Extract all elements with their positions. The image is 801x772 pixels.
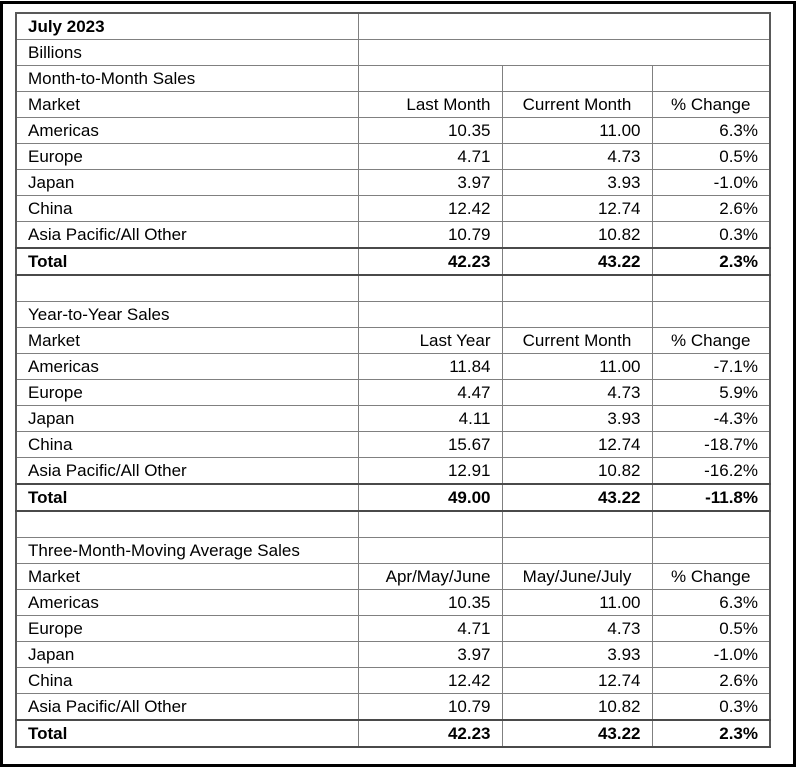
data-row [16, 380, 770, 406]
value-cell: 10.35 [358, 590, 502, 616]
column-header-row [16, 92, 770, 118]
market-cell: China [16, 196, 358, 222]
section-title: Three-Month-Moving Average Sales [16, 538, 358, 564]
data-row [16, 144, 770, 170]
total-value-cell: 42.23 [358, 248, 502, 275]
empty-cell [16, 275, 358, 302]
data-row [16, 590, 770, 616]
market-cell: Japan [16, 170, 358, 196]
section-title-row [16, 302, 770, 328]
value-cell: 3.97 [358, 170, 502, 196]
total-label: Total [16, 248, 358, 275]
value-cell: 4.73 [502, 616, 652, 642]
market-cell: Americas [16, 590, 358, 616]
column-header-period2: Current Month [502, 92, 652, 118]
section-title: Year-to-Year Sales [16, 302, 358, 328]
pct-cell: -4.3% [652, 406, 770, 432]
empty-cell [358, 511, 502, 538]
empty-cell [652, 66, 770, 92]
column-header-pct-change: % Change [652, 328, 770, 354]
total-pct-cell: 2.3% [652, 720, 770, 747]
value-cell: 10.82 [502, 222, 652, 249]
empty-cell [502, 302, 652, 328]
column-header-market: Market [16, 564, 358, 590]
total-label: Total [16, 720, 358, 747]
pct-cell: 6.3% [652, 590, 770, 616]
report-title-row [16, 13, 770, 40]
value-cell: 15.67 [358, 432, 502, 458]
data-row [16, 406, 770, 432]
total-pct-cell: -11.8% [652, 484, 770, 511]
market-cell: Americas [16, 118, 358, 144]
market-cell: Asia Pacific/All Other [16, 222, 358, 249]
data-row [16, 354, 770, 380]
section-title: Month-to-Month Sales [16, 66, 358, 92]
market-cell: Europe [16, 380, 358, 406]
section-title-row [16, 538, 770, 564]
empty-cell [652, 538, 770, 564]
report-title: July 2023 [16, 13, 358, 40]
pct-cell: 5.9% [652, 380, 770, 406]
column-header-market: Market [16, 328, 358, 354]
market-cell: Europe [16, 616, 358, 642]
pct-cell: -16.2% [652, 458, 770, 485]
empty-cell [16, 511, 358, 538]
column-header-period1: Last Year [358, 328, 502, 354]
pct-cell: 6.3% [652, 118, 770, 144]
empty-cell [358, 13, 770, 40]
value-cell: 4.73 [502, 144, 652, 170]
pct-cell: 0.5% [652, 616, 770, 642]
empty-cell [358, 538, 502, 564]
value-cell: 12.42 [358, 196, 502, 222]
total-label: Total [16, 484, 358, 511]
data-row [16, 222, 770, 249]
gap-row [16, 275, 770, 302]
market-cell: Europe [16, 144, 358, 170]
market-cell: Asia Pacific/All Other [16, 458, 358, 485]
empty-cell [502, 275, 652, 302]
column-header-period2: Current Month [502, 328, 652, 354]
empty-cell [358, 302, 502, 328]
value-cell: 10.35 [358, 118, 502, 144]
value-cell: 3.93 [502, 406, 652, 432]
empty-cell [652, 302, 770, 328]
total-row [16, 720, 770, 747]
market-cell: China [16, 668, 358, 694]
value-cell: 10.82 [502, 694, 652, 721]
data-row [16, 118, 770, 144]
section-title-row [16, 66, 770, 92]
pct-cell: -18.7% [652, 432, 770, 458]
pct-cell: 2.6% [652, 668, 770, 694]
value-cell: 10.79 [358, 694, 502, 721]
data-row [16, 196, 770, 222]
value-cell: 4.71 [358, 144, 502, 170]
column-header-period1: Last Month [358, 92, 502, 118]
empty-cell [358, 275, 502, 302]
value-cell: 12.74 [502, 432, 652, 458]
data-row [16, 458, 770, 485]
pct-cell: 0.3% [652, 694, 770, 721]
total-value-cell: 49.00 [358, 484, 502, 511]
value-cell: 12.42 [358, 668, 502, 694]
column-header-row [16, 328, 770, 354]
data-row [16, 616, 770, 642]
value-cell: 11.00 [502, 118, 652, 144]
pct-cell: 2.6% [652, 196, 770, 222]
value-cell: 4.47 [358, 380, 502, 406]
value-cell: 3.93 [502, 642, 652, 668]
value-cell: 4.73 [502, 380, 652, 406]
empty-cell [502, 538, 652, 564]
column-header-period2: May/June/July [502, 564, 652, 590]
total-value-cell: 42.23 [358, 720, 502, 747]
data-row [16, 668, 770, 694]
total-row [16, 248, 770, 275]
value-cell: 4.71 [358, 616, 502, 642]
total-value-cell: 43.22 [502, 720, 652, 747]
value-cell: 3.97 [358, 642, 502, 668]
pct-cell: -7.1% [652, 354, 770, 380]
market-cell: Japan [16, 406, 358, 432]
value-cell: 12.74 [502, 668, 652, 694]
pct-cell: -1.0% [652, 170, 770, 196]
empty-cell [358, 40, 770, 66]
market-cell: China [16, 432, 358, 458]
value-cell: 10.82 [502, 458, 652, 485]
value-cell: 11.00 [502, 590, 652, 616]
total-value-cell: 43.22 [502, 248, 652, 275]
data-row [16, 642, 770, 668]
column-header-pct-change: % Change [652, 564, 770, 590]
empty-cell [502, 511, 652, 538]
empty-cell [652, 275, 770, 302]
pct-cell: -1.0% [652, 642, 770, 668]
value-cell: 11.00 [502, 354, 652, 380]
value-cell: 12.91 [358, 458, 502, 485]
column-header-market: Market [16, 92, 358, 118]
report-unit: Billions [16, 40, 358, 66]
value-cell: 12.74 [502, 196, 652, 222]
market-cell: Japan [16, 642, 358, 668]
empty-cell [358, 66, 502, 92]
data-row [16, 432, 770, 458]
total-row [16, 484, 770, 511]
market-cell: Americas [16, 354, 358, 380]
data-row [16, 694, 770, 721]
column-header-pct-change: % Change [652, 92, 770, 118]
gap-row [16, 511, 770, 538]
empty-cell [652, 511, 770, 538]
pct-cell: 0.5% [652, 144, 770, 170]
value-cell: 10.79 [358, 222, 502, 249]
sales-report-table [15, 12, 771, 748]
total-value-cell: 43.22 [502, 484, 652, 511]
screenshot-frame [0, 1, 796, 767]
data-row [16, 170, 770, 196]
market-cell: Asia Pacific/All Other [16, 694, 358, 721]
column-header-period1: Apr/May/June [358, 564, 502, 590]
report-unit-row [16, 40, 770, 66]
empty-cell [502, 66, 652, 92]
column-header-row [16, 564, 770, 590]
value-cell: 3.93 [502, 170, 652, 196]
value-cell: 11.84 [358, 354, 502, 380]
value-cell: 4.11 [358, 406, 502, 432]
total-pct-cell: 2.3% [652, 248, 770, 275]
pct-cell: 0.3% [652, 222, 770, 249]
